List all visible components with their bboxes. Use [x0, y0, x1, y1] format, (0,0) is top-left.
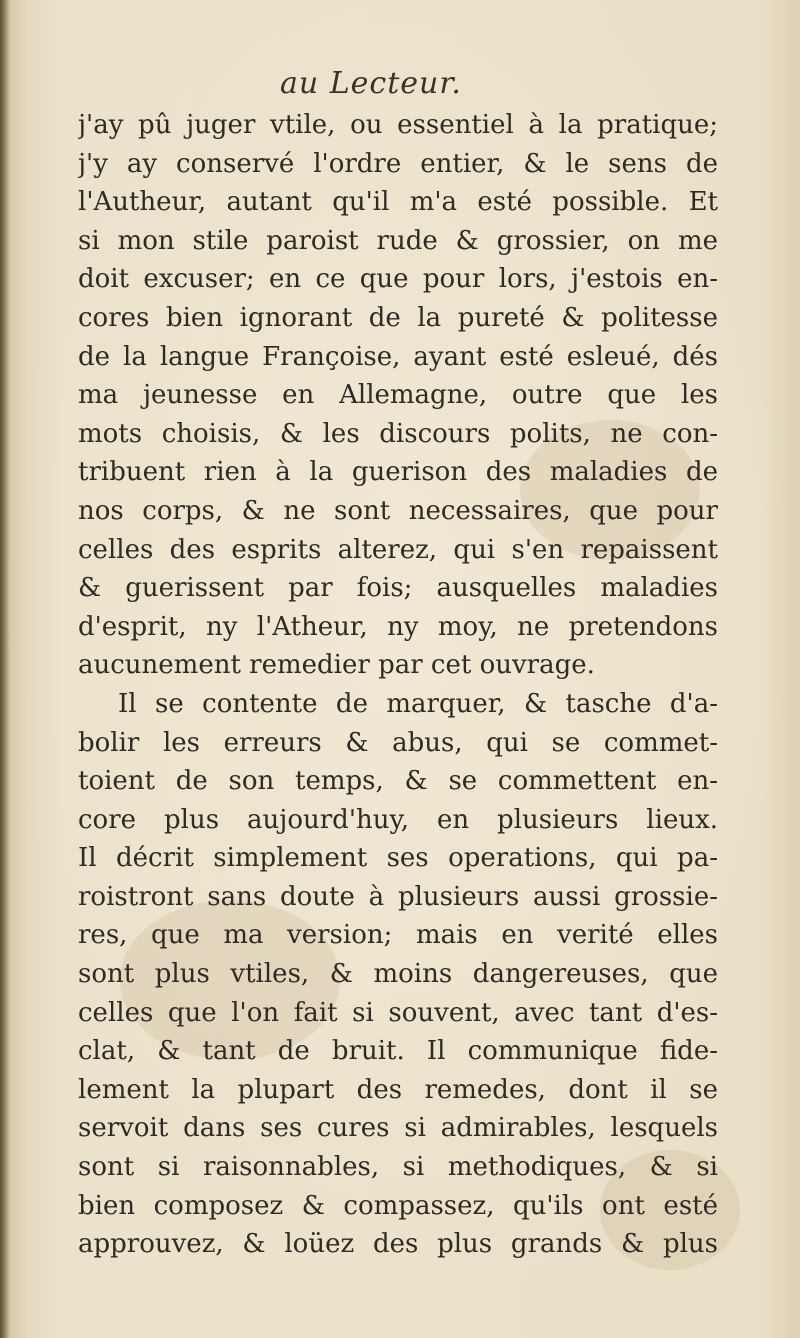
text-line: toient de son temps, & se commettent en-: [78, 766, 718, 797]
text-line: roistront sans doute à plusieurs aussi grossie-: [78, 881, 718, 912]
text-line: sont si raisonnables, si methodiques, & si: [78, 1152, 718, 1183]
text-line: nos corps, & ne sont necessaires, que pour: [78, 495, 718, 526]
text-line: doit excuser; en ce que pour lors, j'estois en-: [78, 264, 718, 295]
text-line: aucunement remedier par cet ouvrage.: [78, 650, 595, 681]
text-line: bien composez & compassez, qu'ils ont esté: [78, 1190, 718, 1221]
text-line: celles des esprits alterez, qui s'en repaissent: [78, 534, 718, 565]
text-line: servoit dans ses cures si admirables, lesquels: [78, 1113, 718, 1144]
text-line: sont plus vtiles, & moins dangereuses, que: [78, 959, 718, 990]
text-line: ma jeunesse en Allemagne, outre que les: [78, 380, 718, 411]
text-line: cores bien ignorant de la pureté & politesse: [78, 302, 718, 333]
text-line: d'esprit, ny l'Atheur, ny moy, ne pretendons: [78, 611, 718, 642]
text-line: core plus aujourd'huy, en plusieurs lieux.: [78, 804, 718, 835]
text-line: lement la plupart des remedes, dont il se: [78, 1074, 718, 1105]
text-line: j'y ay conservé l'ordre entier, & le sens de: [78, 148, 718, 179]
binding-gutter: [0, 0, 10, 1338]
text-line: res, que ma version; mais en verité elles: [78, 920, 718, 951]
text-line: & guerissent par fois; ausquelles maladies: [78, 573, 718, 604]
text-line: de la langue Françoise, ayant esté esleué, dés: [78, 341, 718, 372]
text-line: j'ay pû juger vtile, ou essentiel à la pratique;: [78, 110, 718, 140]
text-line: bolir les erreurs & abus, qui se commet-: [78, 727, 718, 758]
text-line: Il se contente de marquer, & tasche d'a-: [118, 688, 718, 719]
text-line: tribuent rien à la guerison des maladies de: [78, 457, 718, 488]
text-line: l'Autheur, autant qu'il m'a esté possible. Et: [78, 187, 718, 218]
text-line: celles que l'on fait si souvent, avec tant d'es-: [78, 997, 718, 1028]
text-line: approuvez, & loüez des plus grands & plus: [78, 1229, 718, 1260]
body-text: [78, 106, 718, 1264]
running-head: au Lecteur.: [280, 66, 462, 101]
text-line: si mon stile paroist rude & grossier, on me: [78, 225, 718, 256]
text-line: clat, & tant de bruit. Il communique fide-: [78, 1036, 718, 1067]
text-line: Il décrit simplement ses operations, qui pa-: [78, 843, 718, 874]
text-line: mots choisis, & les discours polits, ne con-: [78, 418, 718, 449]
